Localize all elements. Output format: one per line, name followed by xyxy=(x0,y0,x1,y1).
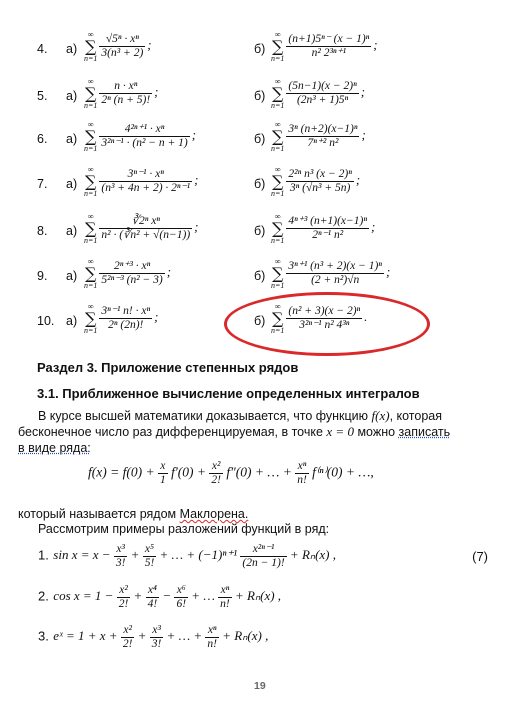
fraction: $\frac{\text{(5n−1)(x − 2)ⁿ}}{\text{(2n³ + 1)5ⁿ}}$ xyxy=(288,80,357,106)
fraction: $\frac{\text{∛2ⁿ xⁿ}}{\text{n² · (∛n² + √(n−1))}}$ xyxy=(101,215,191,241)
sum-symbol: ∞ ∑ n=1 xyxy=(84,257,98,290)
fraction: $\frac{\text{n · xⁿ}}{\text{2ⁿ (n + 5)!}}$ xyxy=(101,80,151,106)
series-a-formula: ∞ ∑ n=1 $\frac{\text{n · xⁿ}}{\text{2ⁿ (n + 5)!}}$ ; xyxy=(84,77,159,110)
exercise-number: 8. xyxy=(37,224,48,238)
part-b-label: б) xyxy=(254,224,266,238)
sum-symbol: ∞ ∑ n=1 xyxy=(84,77,98,110)
formula: cos x = 1 − $\frac{\text{x²}}{2!}$ + $\frac{\text{x⁴}}{4!}$ − $\frac{\text{x⁶}}{6!}$ + … $\frac{\text{xⁿ}}{n!}$ + Rₙ(x) , xyxy=(53,584,282,610)
series-b-formula: ∞ ∑ n=1 $\frac{\text{(n+1)5ⁿ⁻ (x − 1)ⁿ}}{\text{n² 2³ⁿ⁺¹}}$ ; xyxy=(271,30,378,63)
sum-symbol: ∞ ∑ n=1 xyxy=(84,165,98,198)
part-a-label: а) xyxy=(66,314,78,328)
highlight-ellipse xyxy=(224,292,430,356)
series-b-formula: ∞ ∑ n=1 $\frac{\text{(n² + 3)(x − 2)ⁿ}}{\text{3²ⁿ⁻¹ n² 4³ⁿ}}$ . xyxy=(271,302,368,335)
example-cos xyxy=(38,584,281,611)
sum-symbol: ∞ ∑ n=1 xyxy=(84,120,98,153)
fraction: $\frac{\text{3ⁿ⁺¹ (n³ + 2)(x − 1)ⁿ}}{\text{(2 + n²)√n}}$ xyxy=(288,260,382,286)
part-a-label: а) xyxy=(66,269,78,283)
sum-symbol: ∞ ∑ n=1 xyxy=(84,302,98,335)
equation-number: (7) xyxy=(472,549,488,564)
spellcheck-mark: Маклорена. xyxy=(179,507,249,521)
part-a-label: а) xyxy=(66,42,78,56)
exercise-number: 4. xyxy=(37,42,48,56)
fraction: $\frac{\text{2ⁿ⁺³ · xⁿ}}{\text{5²ⁿ⁻³ (n² − 3)}}$ xyxy=(101,260,163,286)
sum-symbol: ∞ ∑ n=1 xyxy=(271,77,285,110)
fraction: $\frac{\text{3ⁿ⁻¹ · xⁿ}}{\text{(n³ + 4n + 2) · 2ⁿ⁻¹}}$ xyxy=(101,168,191,194)
paragraph-maclaurin xyxy=(18,506,248,522)
part-b-label: б) xyxy=(254,177,266,191)
series-b-formula: ∞ ∑ n=1 $\frac{\text{3ⁿ⁺¹ (n³ + 2)(x − 1)ⁿ}}{\text{(2 + n²)√n}}$ ; xyxy=(271,257,391,290)
page-number: 19 xyxy=(254,680,266,692)
exercise-number: 5. xyxy=(37,89,48,103)
part-b-label: б) xyxy=(254,132,266,146)
fraction: $\frac{\text{xⁿ}}{n!}$ xyxy=(297,460,307,486)
fraction: $\frac{\text{(n² + 3)(x − 2)ⁿ}}{\text{3²ⁿ⁻¹ n² 4³ⁿ}}$ xyxy=(288,305,361,331)
part-b-label: б) xyxy=(254,269,266,283)
part-a-label: а) xyxy=(66,89,78,103)
exercise-number: 7. xyxy=(37,177,48,191)
series-b-formula: ∞ ∑ n=1 $\frac{\text{3ⁿ (n+2)(x−1)ⁿ}}{\text{7ⁿ⁺² n²}}$ ; xyxy=(271,120,366,153)
paragraph-intro xyxy=(18,408,498,456)
spellcheck-mark: записать xyxy=(398,425,451,439)
series-a-formula: ∞ ∑ n=1 $\frac{\text{√5ⁿ · xⁿ}}{\text{3(n³ + 2)}}$ ; xyxy=(84,30,152,63)
formula: x = 0 xyxy=(326,424,354,439)
fraction: $\frac{x}{1}$ xyxy=(159,460,166,486)
formula: sin x = x − $\frac{\text{x³}}{3!}$ + $\frac{\text{x⁵}}{5!}$ + … + (−1)ⁿ⁺¹ $\frac{\text{x²ⁿ⁻¹}}{(2n - 1)!}$ + Rₙ(x) , xyxy=(53,543,336,569)
series-a-formula: ∞ ∑ n=1 $\frac{\text{4²ⁿ⁺¹ · xⁿ}}{\text{3²ⁿ⁻¹ · (n² − n + 1)}}$ ; xyxy=(84,120,197,153)
example-number: 1. xyxy=(38,547,49,563)
fraction: $\frac{\text{2²ⁿ n³ (x − 2)ⁿ}}{\text{3ⁿ (√n³ + 5n)}}$ xyxy=(288,168,352,194)
series-b-formula: ∞ ∑ n=1 $\frac{\text{4ⁿ⁺³ (n+1)(x−1)ⁿ}}{\text{2ⁿ⁻¹ n²}}$ ; xyxy=(271,212,376,245)
series-a-formula: ∞ ∑ n=1 $\frac{\text{∛2ⁿ xⁿ}}{\text{n² · (∛n² + √(n−1))}}$ ; xyxy=(84,212,199,245)
sum-symbol: ∞ ∑ n=1 xyxy=(271,30,285,63)
fraction: $\frac{\text{(n+1)5ⁿ⁻ (x − 1)ⁿ}}{\text{n² 2³ⁿ⁺¹}}$ xyxy=(288,33,370,59)
example-number: 3. xyxy=(38,628,49,644)
sum-symbol: ∞ ∑ n=1 xyxy=(271,165,285,198)
term: f′(0) + xyxy=(171,464,207,480)
subsection-title: 3.1. Приближенное вычисление определенных интегралов xyxy=(37,386,420,401)
example-exp xyxy=(38,624,268,651)
fraction: $\frac{\text{3ⁿ (n+2)(x−1)ⁿ}}{\text{7ⁿ⁺² n²}}$ xyxy=(288,123,358,149)
fraction: $\frac{\text{3ⁿ⁻¹ n! · xⁿ}}{\text{2ⁿ (2n)!}}$ xyxy=(101,305,151,331)
series-a-formula: ∞ ∑ n=1 $\frac{\text{3ⁿ⁻¹ · xⁿ}}{\text{(n³ + 4n + 2) · 2ⁿ⁻¹}}$ ; xyxy=(84,165,199,198)
text: можно xyxy=(357,425,396,439)
series-b-formula: ∞ ∑ n=1 $\frac{\text{2²ⁿ n³ (x − 2)ⁿ}}{\text{3ⁿ (√n³ + 5n)}}$ ; xyxy=(271,165,361,198)
sum-symbol: ∞ ∑ n=1 xyxy=(271,257,285,290)
fraction: $\frac{\text{x²}}{2!}$ xyxy=(211,460,221,486)
exercise-number: 10. xyxy=(37,314,55,328)
text: , которая xyxy=(389,409,443,423)
maclaurin-formula xyxy=(88,460,374,487)
text: бесконечное число раз дифференцируемая, в точке xyxy=(18,425,323,439)
part-b-label: б) xyxy=(254,314,266,328)
exercise-number: 9. xyxy=(37,269,48,283)
sum-symbol: ∞ ∑ n=1 xyxy=(84,212,98,245)
part-a-label: а) xyxy=(66,177,78,191)
series-a-formula: ∞ ∑ n=1 $\frac{\text{3ⁿ⁻¹ n! · xⁿ}}{\text{2ⁿ (2n)!}}$ ; xyxy=(84,302,159,335)
paragraph-examples xyxy=(38,521,329,537)
fraction: $\frac{\text{4²ⁿ⁺¹ · xⁿ}}{\text{3²ⁿ⁻¹ · (n² − n + 1)}}$ xyxy=(101,123,188,149)
text: Рассмотрим примеры разложений функций в ряд: xyxy=(38,522,330,536)
sum-symbol: ∞ ∑ n=1 xyxy=(84,30,98,63)
term: f⁽ⁿ⁾(0) + …, xyxy=(312,464,374,480)
part-b-label: б) xyxy=(254,89,266,103)
text: в виде ряда: xyxy=(18,441,91,455)
term: f(x) = f(0) + xyxy=(88,464,155,480)
formula: f(x) xyxy=(371,408,390,423)
series-a-formula: ∞ ∑ n=1 $\frac{\text{2ⁿ⁺³ · xⁿ}}{\text{5²ⁿ⁻³ (n² − 3)}}$ ; xyxy=(84,257,172,290)
sum-symbol: ∞ ∑ n=1 xyxy=(271,120,285,153)
sum-symbol: ∞ ∑ n=1 xyxy=(271,212,285,245)
exercise-number: 6. xyxy=(37,132,48,146)
section-title: Раздел 3. Приложение степенных рядов xyxy=(37,360,299,375)
text: который называется рядом xyxy=(18,507,177,521)
part-b-label: б) xyxy=(254,42,266,56)
example-sin xyxy=(38,543,488,570)
series-b-formula: ∞ ∑ n=1 $\frac{\text{(5n−1)(x − 2)ⁿ}}{\text{(2n³ + 1)5ⁿ}}$ ; xyxy=(271,77,366,110)
sum-symbol: ∞ ∑ n=1 xyxy=(271,302,285,335)
part-a-label: а) xyxy=(66,224,78,238)
example-number: 2. xyxy=(38,588,49,604)
fraction: $\frac{\text{√5ⁿ · xⁿ}}{\text{3(n³ + 2)}}$ xyxy=(101,33,144,59)
part-a-label: а) xyxy=(66,132,78,146)
text: В курсе высшей математики доказывается, что функцию xyxy=(38,409,369,423)
formula: eˣ = 1 + x + $\frac{\text{x²}}{2!}$ + $\frac{\text{x³}}{3!}$ + … + $\frac{\text{xⁿ}}{n!}$ + Rₙ(x) , xyxy=(53,624,269,650)
term: f″(0) + … + xyxy=(226,464,292,480)
fraction: $\frac{\text{4ⁿ⁺³ (n+1)(x−1)ⁿ}}{\text{2ⁿ⁻¹ n²}}$ xyxy=(288,215,367,241)
